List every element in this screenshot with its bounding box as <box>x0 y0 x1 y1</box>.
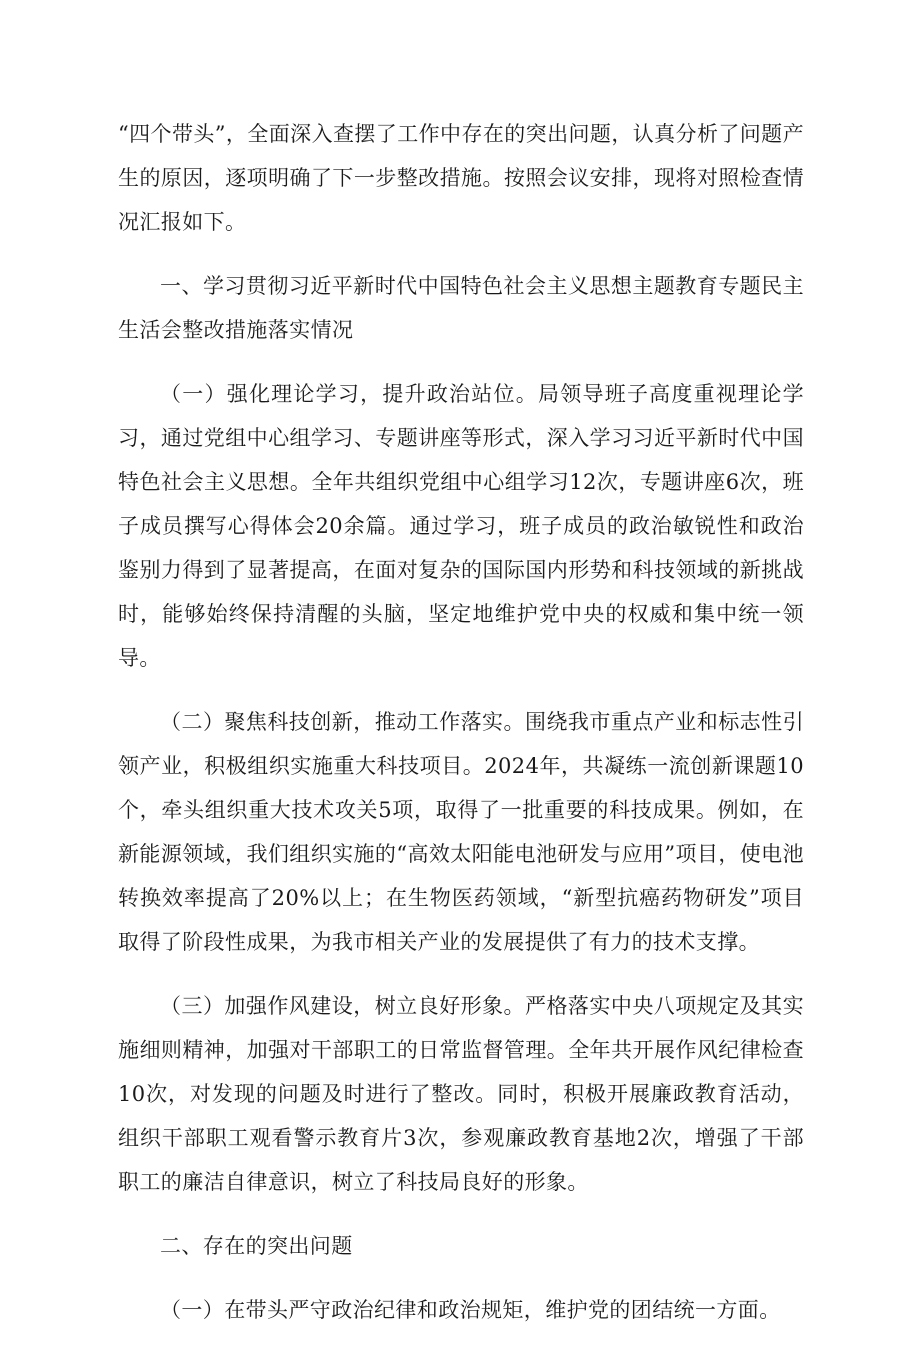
paragraph-intro-continuation: “四个带头”，全面深入查摆了工作中存在的突出问题，认真分析了问题产生的原因，逐项明确了下一步整改措施。按照会议安排，现将对照检查情况汇报如下。 <box>118 122 804 234</box>
paragraph-tech-innovation: （二）聚焦科技创新，推动工作落实。围绕我市重点产业和标志性引领产业，积极组织实施重大科技项目。2024年，共凝练一流创新课题10个，牵头组织重大技术攻关5项，取得了一批重要的科技成果。例如，在新能源领域，我们组织实施的“高效太阳能电池研发与应用”项目，使电池转换效率提高了20%以上；在生物医药领域，“新型抗癌药物研发”项目取得了阶段性成果，为我市相关产业的发展提供了有力的技术支撑。 <box>118 710 804 954</box>
paragraph-political-discipline: （一）在带头严守政治纪律和政治规矩，维护党的团结统一方面。 <box>160 1298 781 1322</box>
section-heading-1: 一、学习贯彻习近平新时代中国特色社会主义思想主题教育专题民主生活会整改措施落实情况 <box>118 274 804 342</box>
section-heading-2: 二、存在的突出问题 <box>160 1234 353 1258</box>
paragraph-work-style: （三）加强作风建设，树立良好形象。严格落实中央八项规定及其实施细则精神，加强对干部职工的日常监督管理。全年共开展作风纪律检查10次，对发现的问题及时进行了整改。同时，积极开展廉政教育活动，组织干部职工观看警示教育片3次，参观廉政教育基地2次，增强了干部职工的廉洁自律意识，树立了科技局良好的形象。 <box>118 994 804 1194</box>
document-body <box>118 112 804 1352</box>
paragraph-theory-study: （一）强化理论学习，提升政治站位。局领导班子高度重视理论学习，通过党组中心组学习、专题讲座等形式，深入学习习近平新时代中国特色社会主义思想。全年共组织党组中心组学习12次，专题讲座6次，班子成员撰写心得体会20余篇。通过学习，班子成员的政治敏锐性和政治鉴别力得到了显著提高，在面对复杂的国际国内形势和科技领域的新挑战时，能够始终保持清醒的头脑，坚定地维护党中央的权威和集中统一领导。 <box>118 382 804 670</box>
